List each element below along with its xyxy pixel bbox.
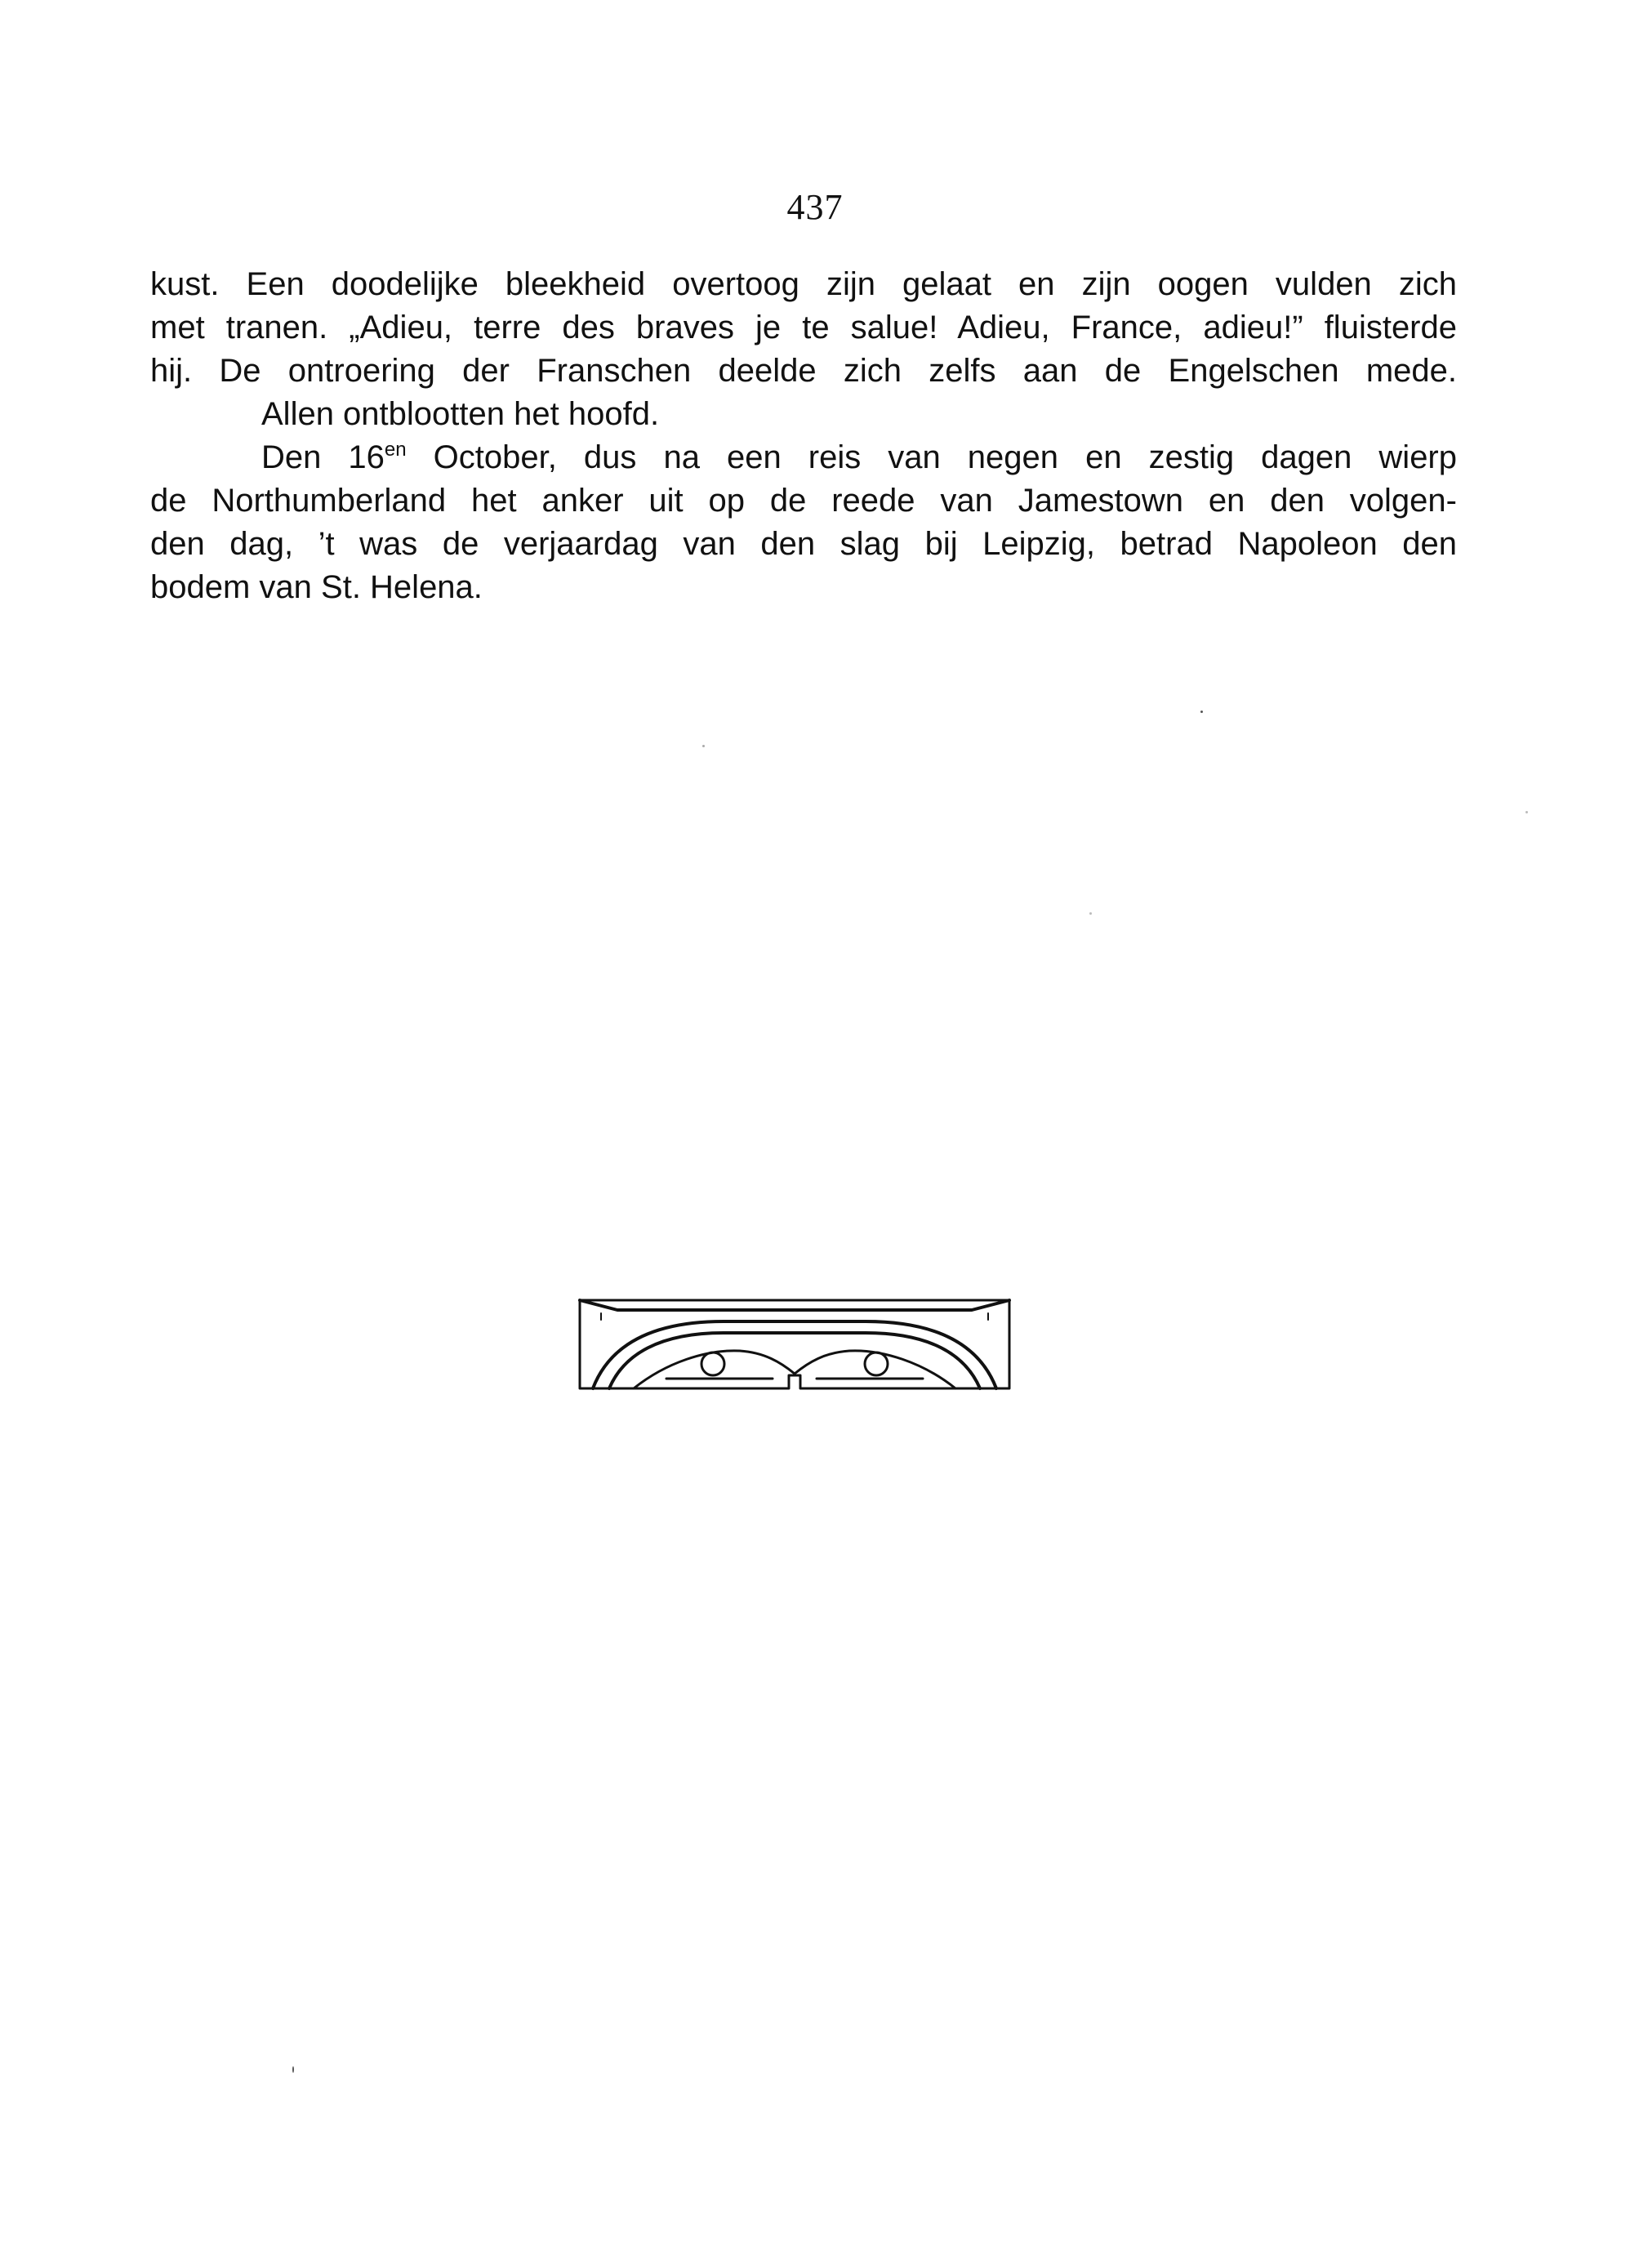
text-line: Allen ontblootten het hoofd. xyxy=(261,396,660,432)
text-line: den dag, ’t was de verjaardag van den slag bij Leipzig, betrad Napoleon den xyxy=(150,526,1457,562)
decorative-tailpiece-ornament-icon xyxy=(577,1297,1013,1393)
date-rest: October, dus na een reis van negen en zestig dagen wierp xyxy=(406,439,1457,475)
date-day: Den 16 xyxy=(261,439,385,475)
body-text xyxy=(150,263,1457,609)
scan-speck xyxy=(1200,711,1203,713)
page-number: 437 xyxy=(786,187,844,227)
text-line: met tranen. „Adieu, terre des braves je te salue! Adieu, France, adieu!” fluisterde xyxy=(150,310,1457,345)
text-line: bodem van St. Helena. xyxy=(150,569,483,605)
date-superscript: en xyxy=(384,439,407,461)
scan-speck xyxy=(1089,912,1092,915)
text-line: kust. Een doodelijke bleekheid overtoog zijn gelaat en zijn oogen vulden zich xyxy=(150,266,1457,302)
scan-speck xyxy=(702,745,705,747)
scan-speck xyxy=(1525,811,1528,813)
text-line: hij. De ontroering der Franschen deelde zich zelfs aan de Engelschen mede. xyxy=(150,353,1457,389)
text-line: de Northumberland het anker uit op de reede van Jamestown en den volgen- xyxy=(150,483,1457,519)
scan-speck xyxy=(292,2066,294,2073)
text-line-with-date xyxy=(150,436,1457,479)
